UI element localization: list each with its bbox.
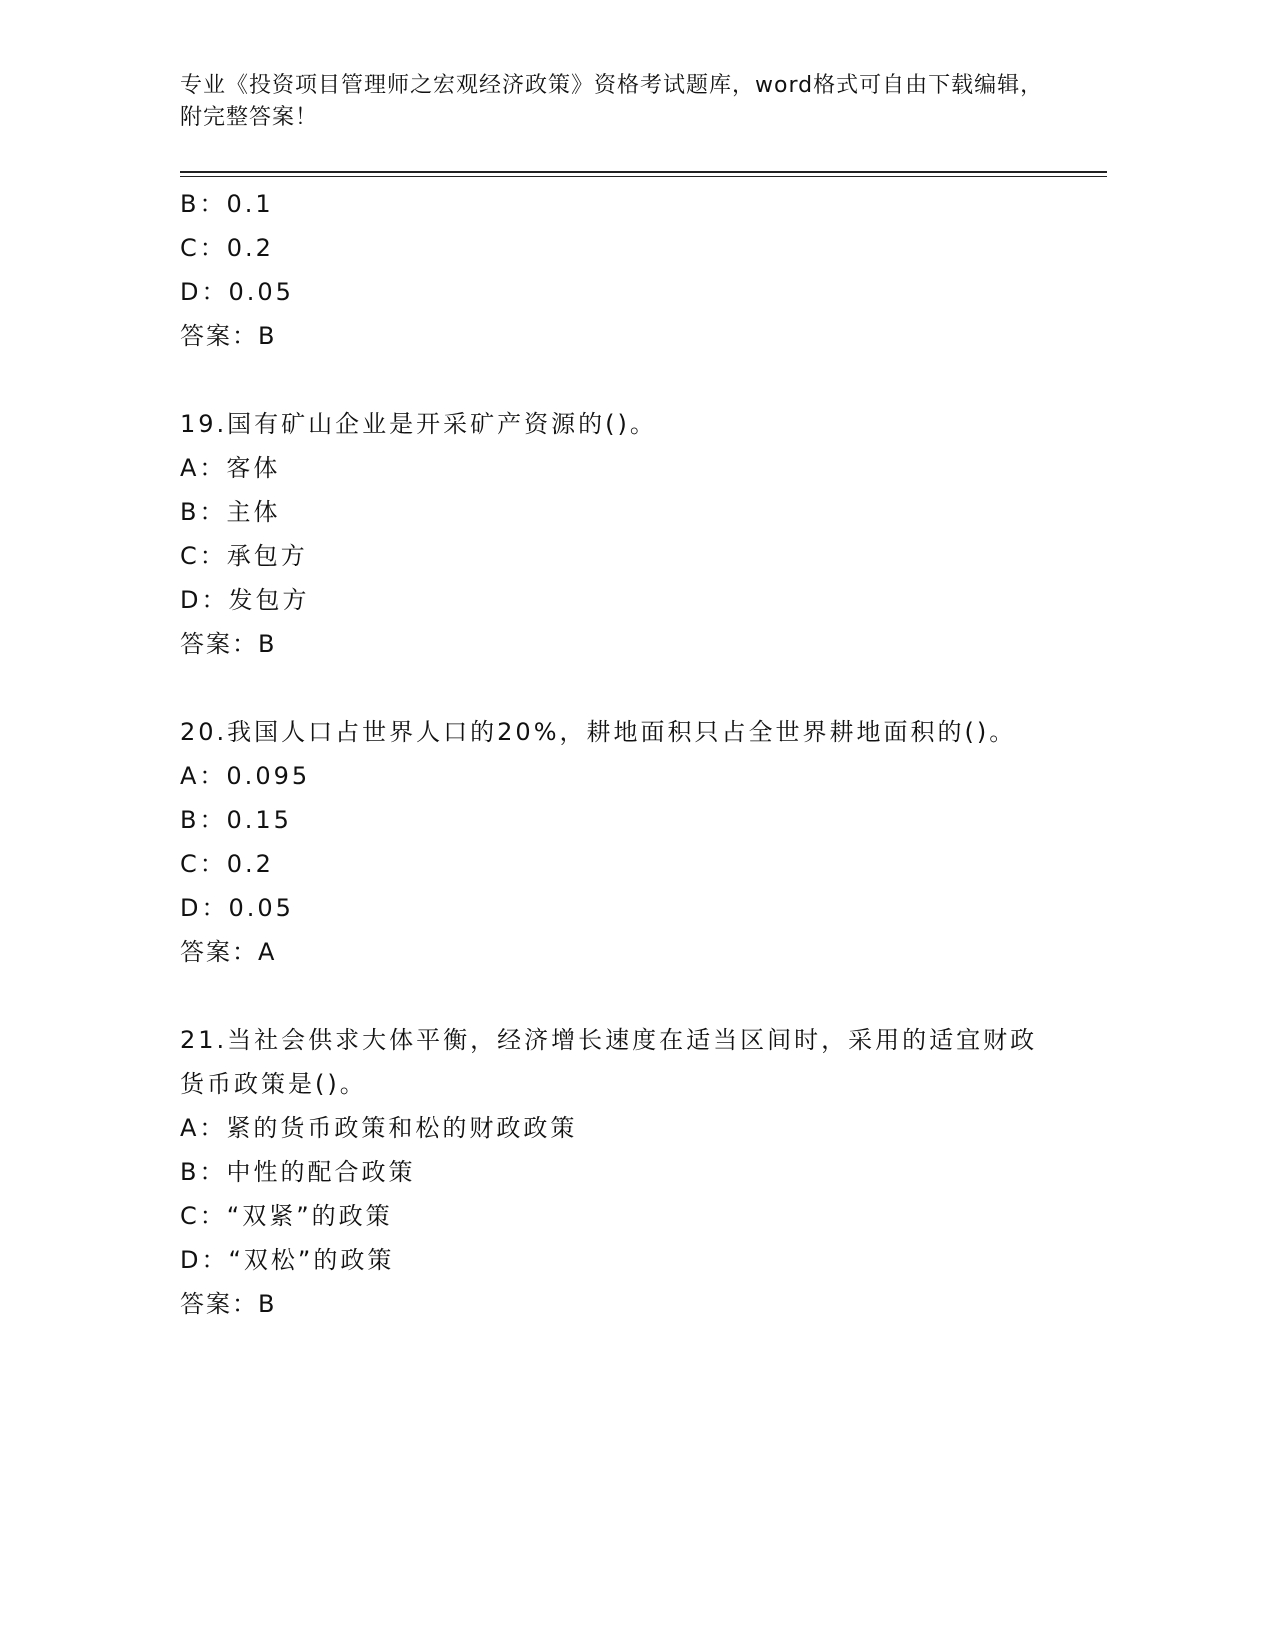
option-b: B：主体 bbox=[180, 498, 281, 526]
option-c: C：承包方 bbox=[180, 542, 308, 570]
spacer bbox=[180, 666, 1080, 710]
prev-question-block bbox=[180, 182, 1080, 358]
spacer bbox=[180, 358, 1080, 402]
question-19 bbox=[180, 402, 1080, 666]
option-c: C：0.2 bbox=[180, 850, 274, 878]
question-stem: 21.当社会供求大体平衡，经济增长速度在适当区间时，采用的适宜财政货币政策是()。 bbox=[180, 1026, 1038, 1098]
option-a: A：0.095 bbox=[180, 762, 311, 790]
question-list bbox=[180, 182, 1080, 1326]
option-a: A：客体 bbox=[180, 454, 281, 482]
option-b: B：0.15 bbox=[180, 806, 292, 834]
option-b: B：0.1 bbox=[180, 190, 274, 218]
option-b: B：中性的配合政策 bbox=[180, 1158, 416, 1186]
spacer bbox=[180, 974, 1080, 1018]
header-divider-thin bbox=[180, 176, 1107, 177]
option-d: D：“双松”的政策 bbox=[180, 1246, 395, 1274]
question-20 bbox=[180, 710, 1080, 974]
option-d: D：发包方 bbox=[180, 586, 310, 614]
header-divider-thick bbox=[180, 171, 1107, 173]
option-c: C：0.2 bbox=[180, 234, 274, 262]
option-d: D：0.05 bbox=[180, 894, 294, 922]
question-stem: 20.我国人口占世界人口的20%，耕地面积只占全世界耕地面积的()。 bbox=[180, 718, 1017, 746]
option-c: C：“双紧”的政策 bbox=[180, 1202, 393, 1230]
answer-line: 答案：B bbox=[180, 630, 277, 658]
header-intro-text: 专业《投资项目管理师之宏观经济政策》资格考试题库，word格式可自由下载编辑，附完整答案！ bbox=[180, 73, 1044, 130]
document-header bbox=[180, 70, 1060, 134]
option-d: D：0.05 bbox=[180, 278, 294, 306]
question-21 bbox=[180, 1018, 1080, 1326]
option-a: A：紧的货币政策和松的财政政策 bbox=[180, 1114, 578, 1142]
answer-line: 答案：A bbox=[180, 938, 277, 966]
answer-line: 答案：B bbox=[180, 1290, 277, 1318]
question-stem: 19.国有矿山企业是开采矿产资源的()。 bbox=[180, 410, 657, 438]
answer-line: 答案：B bbox=[180, 322, 277, 350]
